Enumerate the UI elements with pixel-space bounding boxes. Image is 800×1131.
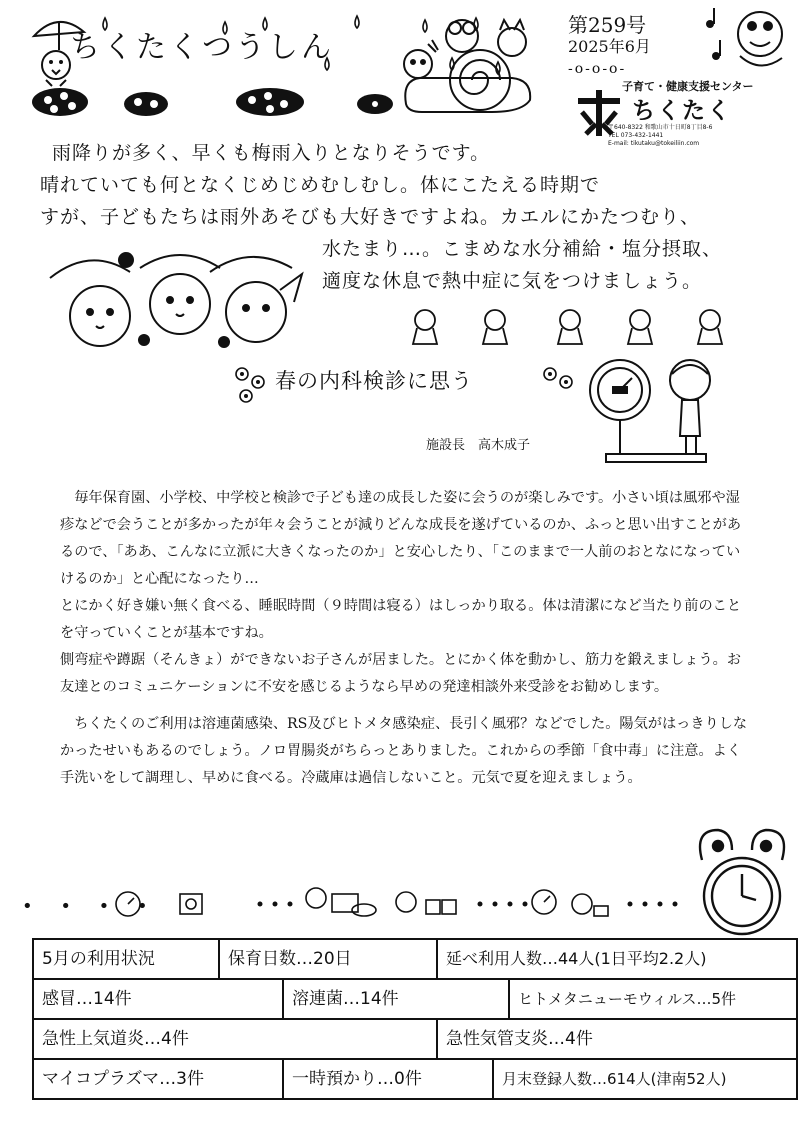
greeting-line-2: 晴れていても何となくじめじめむしむし。体にこたえる時期で — [40, 174, 601, 196]
cold-count: 感冒…14件 — [34, 980, 284, 1018]
center-address: 〒640-8322 和歌山市十日町8丁目8-6 — [608, 124, 713, 131]
greeting-line-3: すが、子どもたちは雨外あそびも大好きですよね。カエルにかたつむり、 — [40, 206, 701, 228]
child-on-scale-illustration — [584, 350, 724, 468]
center-phone: TEL 073-432-1441 — [608, 132, 664, 139]
center-contact — [608, 124, 712, 148]
flower-cluster-left-icon — [230, 360, 275, 412]
toys-decoration — [110, 880, 690, 924]
article-title: 春の内科検診に思う — [275, 369, 473, 393]
frog-clock-illustration — [688, 820, 796, 938]
center-email: E-mail: tikutaku@tokeiliin.com — [608, 140, 700, 147]
teruteru-dolls-decoration — [385, 302, 755, 352]
issue-info — [568, 14, 651, 80]
temporary-care-count: 一時預かり…0件 — [284, 1060, 494, 1098]
dotted-divider: • • • • — [22, 896, 159, 917]
center-org: 子育て・健康支援センター — [622, 80, 754, 93]
article-paragraph-4: ちくたくのご利用は溶連菌感染、RS及びヒトメタ感染症、長引く風邪？などでした。陽気がはっきりしなかったせいもあるのでしょう。ノロ胃腸炎がちらっとありました。これからの季節「食中毒」に注意。よく手洗いをして調理し、早めに食べる。冷蔵庫は過信しないこと。元気で夏を迎えましょう。 — [60, 716, 748, 786]
hmpv-count: ヒトメタニューモウィルス…5件 — [518, 990, 737, 1008]
usage-heading: 5月の利用状況 — [34, 940, 220, 978]
greeting-line-4: 水たまり…。こまめな水分補給・塩分摂取、 — [322, 238, 723, 260]
mycoplasma-count: マイコプラズマ…3件 — [34, 1060, 284, 1098]
issue-date: 2025年6月 — [568, 37, 651, 56]
upper-respiratory-count: 急性上気道炎…4件 — [34, 1020, 438, 1058]
total-users: 延べ利用人数…44人(1日平均2.2人) — [446, 949, 707, 968]
newsletter-title: ちくたくつうしん — [70, 30, 334, 65]
nursery-days: 保育日数…20日 — [220, 940, 438, 978]
article-body — [60, 485, 750, 792]
snail-frog-cat-illustration — [392, 8, 542, 118]
article-paragraph-2: とにかく好き嫌い無く食べる、睡眠時間（９時間は寝る）はしっかり取る。体は清潔になど当たり前のことを守っていくことが基本ですね。 — [60, 598, 742, 641]
usage-row-2 — [32, 978, 798, 1018]
article-paragraph-1: 毎年保育園、小学校、中学校と検診で子ども達の成長した姿に会うのが楽しみです。小さい頃は風邪や湿疹などで会うことが多かったが年々会うことが減りどんな成長を遂げているのか、ふっと思い出すことがあるので、「ああ、こんなに立派に大きくなったのか」と安心したり、「このままで一人前のおとなになっていけるのか」と心配になったり… — [60, 490, 742, 587]
music-frog-illustration — [700, 4, 795, 84]
usage-row-3 — [32, 1018, 798, 1058]
issue-deco: -o-o-o- — [568, 61, 627, 77]
usage-row-1 — [32, 938, 798, 978]
registered-count: 月末登録人数…614人(津南52人) — [502, 1070, 727, 1088]
umbrella-chick-illustration — [28, 10, 88, 90]
center-name: ちくたく — [632, 98, 732, 124]
issue-number: 第259号 — [568, 13, 647, 37]
bronchitis-count: 急性気管支炎…4件 — [446, 1029, 593, 1049]
article-paragraph-3: 側弯症や蹲踞（そんきょ）ができないお子さんが居ました。とにかく体を動かし、筋力を鍛えましょう。お友達とのコミュニケーションに不安を感じるようなら早めの発達相談外来受診をお勧めします。 — [60, 652, 742, 695]
strep-count: 溶連菌…14件 — [284, 980, 510, 1018]
children-umbrella-illustration — [30, 238, 315, 360]
greeting-line-5: 適度な休息で熱中症に気をつけましょう。 — [322, 270, 703, 292]
greeting-line-1: 雨降りが多く、早くも梅雨入りとなりそうです。 — [52, 142, 491, 164]
flowers-decoration — [30, 82, 400, 124]
usage-row-4 — [32, 1058, 798, 1100]
flower-cluster-right-icon — [538, 360, 583, 400]
article-author: 施設長 高木成子 — [426, 438, 531, 453]
